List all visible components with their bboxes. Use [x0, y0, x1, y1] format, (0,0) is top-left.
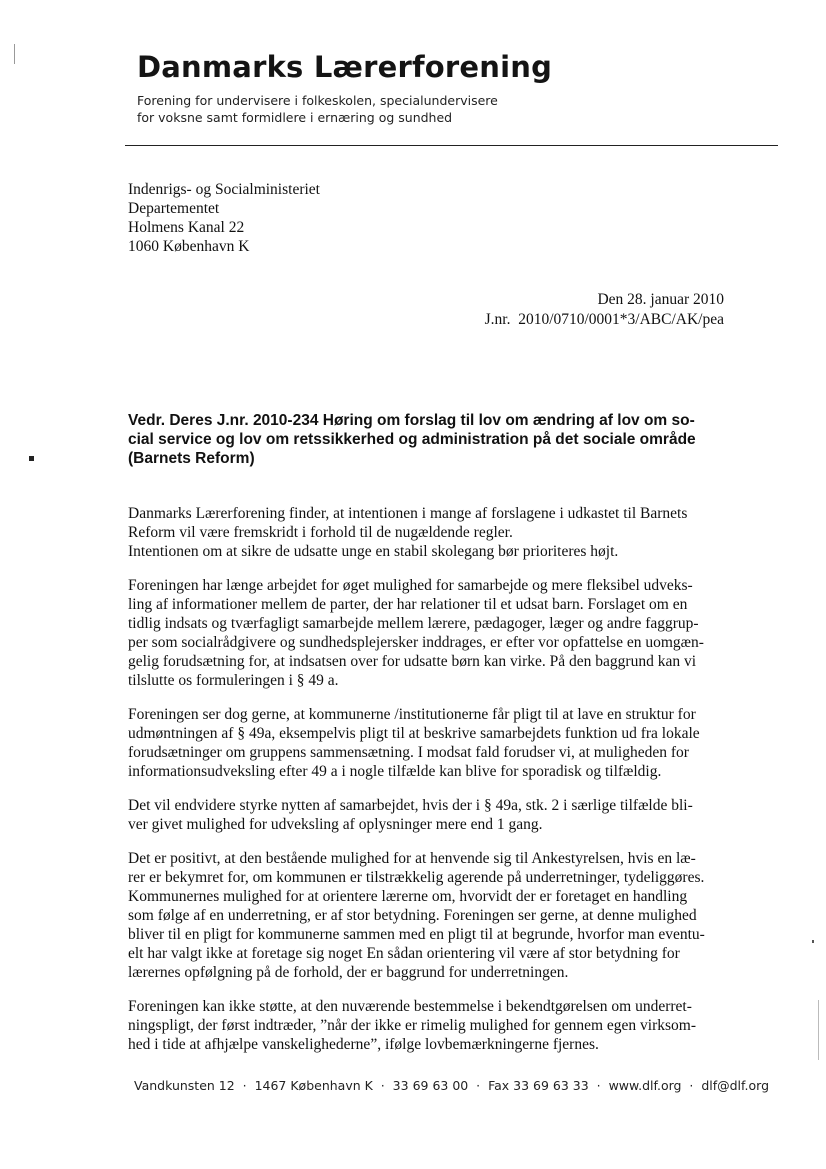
- paragraph-line: informationsudveksling efter 49 a i nogle tilfælde kan blive for sporadisk og tilfældig.: [128, 763, 662, 780]
- paragraph-line: ver givet mulighed for udveksling af oplysninger mere end 1 gang.: [128, 816, 543, 833]
- paragraph-line: tidlig indsats og tværfagligt samarbejde mellem lærere, pædagoger, læger og andre faggrup-: [128, 615, 699, 632]
- paragraph-line: Reform vil være fremskridt i forhold til de nugældende regler.: [128, 524, 513, 541]
- paragraph-line: lærernes opfølgning på de forhold, der er baggrund for underretningen.: [128, 964, 569, 981]
- recipient-line-3: Holmens Kanal 22: [128, 219, 245, 236]
- tagline-line-1: Forening for undervisere i folkeskolen, specialundervisere: [137, 93, 498, 108]
- paragraph-line: forudsætninger om gruppens sammensætning. I modsat fald forudser vi, at muligheden for: [128, 744, 689, 761]
- paragraph-line: som følge af en underretning, er af stor betydning. Foreningen ser gerne, at denne mulighed: [128, 907, 697, 924]
- paragraph-line: elt har valgt ikke at foretage sig noget En sådan orientering vil være af stor betydning for: [128, 945, 680, 962]
- recipient-address: [128, 180, 320, 256]
- paragraph-line: Danmarks Lærerforening finder, at intentionen i mange af forslagene i udkastet til Barnets: [128, 505, 688, 522]
- paragraph-line: Intentionen om at sikre de udsatte unge en stabil skolegang bør prioriteres højt.: [128, 543, 619, 560]
- subject-line-1: Vedr. Deres J.nr. 2010-234 Høring om forslag til lov om ændring af lov om so-: [128, 412, 695, 429]
- scan-mark: [14, 44, 15, 64]
- paragraph-line: hed i tide at afhjælpe vanskelighederne”, ifølge lovbemærkningerne fjernes.: [128, 1036, 599, 1053]
- paragraph-line: Det vil endvidere styrke nytten af samarbejdet, hvis der i § 49a, stk. 2 i særlige tilfælde bli-: [128, 797, 693, 814]
- paragraph-line: tilslutte os formuleringen i § 49 a.: [128, 672, 339, 689]
- paragraph-line: Foreningen har længe arbejdet for øget mulighed for samarbejde og mere fleksibel udveks-: [128, 577, 693, 594]
- paragraph-line: bliver til en pligt for kommunerne sammen med en pligt til at begrunde, hvorfor man eventu-: [128, 926, 705, 943]
- paragraph-line: per som socialrådgivere og sundhedsplejersker inddrages, er efter vor opfattelse en uomgæn-: [128, 634, 704, 651]
- recipient-line-4: 1060 København K: [128, 238, 250, 255]
- body-paragraph: [128, 705, 748, 781]
- letter-date: Den 28. januar 2010: [597, 291, 724, 308]
- letterhead: [137, 48, 552, 126]
- body-paragraph: [128, 997, 748, 1054]
- journal-number: J.nr. 2010/0710/0001*3/ABC/AK/pea: [484, 311, 724, 328]
- date-reference-block: [485, 290, 724, 330]
- body-paragraph: [128, 796, 748, 834]
- paragraph-line: Foreningen ser dog gerne, at kommunerne /institutionerne får pligt til at lave en struktur for: [128, 706, 696, 723]
- paragraph-line: gelig forudsætning for, at indsatsen over for udsatte børn kan virke. På den baggrund kan vi: [128, 653, 697, 670]
- paragraph-line: udmøntningen af § 49a, eksempelvis pligt til at beskrive samarbejdets funktion ud fra lokale: [128, 725, 700, 742]
- recipient-line-1: Indenrigs- og Socialministeriet: [128, 181, 320, 198]
- scan-mark: [29, 456, 34, 461]
- paragraph-line: ningspligt, der først indtræder, ”når der ikke er rimelig mulighed for gennem egen virksom-: [128, 1017, 696, 1034]
- letterhead-divider: [125, 145, 778, 146]
- body-paragraph: [128, 849, 748, 982]
- scan-mark: [812, 940, 814, 943]
- paragraph-line: rer er bekymret for, om kommunen er tilstrækkelig agerende på underretninger, tydeliggøres.: [128, 869, 705, 886]
- paragraph-line: Kommunernes mulighed for at orientere lærerne om, hvorvidt der er foretaget en handling: [128, 888, 688, 905]
- organization-name: Danmarks Lærerforening: [137, 50, 553, 84]
- paragraph-line: Foreningen kan ikke støtte, at den nuværende bestemmelse i bekendtgørelsen om underret-: [128, 998, 692, 1015]
- letter-body: [128, 504, 748, 1069]
- paragraph-line: Det er positivt, at den bestående mulighed for at henvende sig til Ankestyrelsen, hvis en læ-: [128, 850, 696, 867]
- body-paragraph: [128, 576, 748, 690]
- subject-line-3: (Barnets Reform): [128, 450, 255, 467]
- tagline-line-2: for voksne samt formidlere i ernæring og sundhed: [137, 110, 453, 125]
- paragraph-line: ling af informationer mellem de parter, der har relationer til et udsat barn. Forslaget om en: [128, 596, 688, 613]
- scan-mark: [818, 1000, 819, 1060]
- subject-line-2: cial service og lov om retssikkerhed og administration på det sociale område: [128, 431, 696, 448]
- footer-contact: Vandkunsten 12 · 1467 København K · 33 69 63 00 · Fax 33 69 63 33 · www.dlf.org · dlf@dlf.org: [134, 1078, 769, 1093]
- recipient-line-2: Departementet: [128, 200, 220, 217]
- organization-tagline: [137, 92, 552, 126]
- body-paragraph: [128, 504, 748, 561]
- subject-heading: [128, 411, 728, 468]
